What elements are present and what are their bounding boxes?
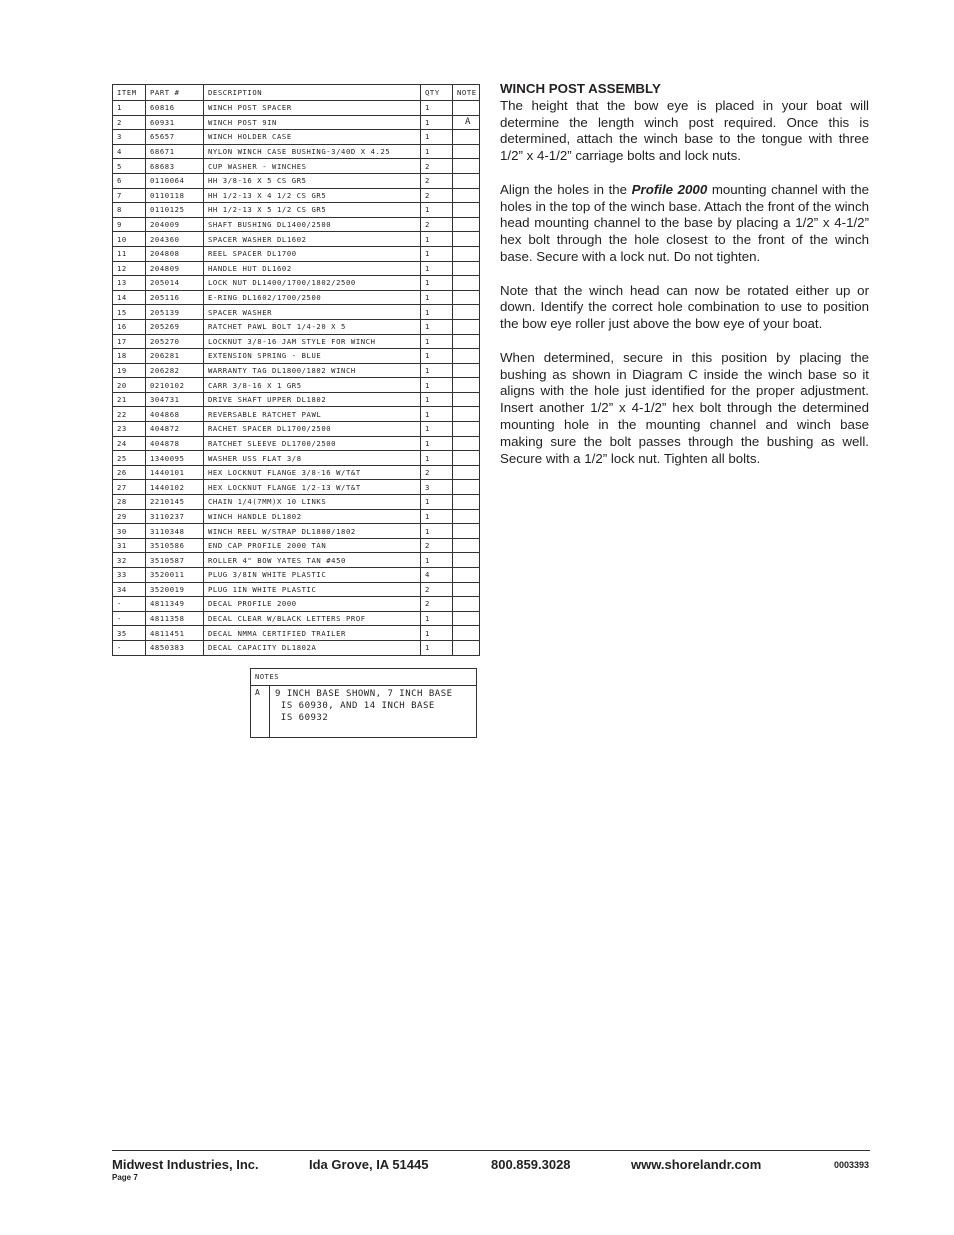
cell-part-number: 404868	[146, 407, 204, 422]
cell-item: 9	[113, 217, 146, 232]
cell-part-number: 0210102	[146, 378, 204, 393]
cell-description: CUP WASHER - WINCHES	[204, 159, 421, 174]
cell-part-number: 205139	[146, 305, 204, 320]
cell-item: 33	[113, 568, 146, 583]
cell-item: 11	[113, 246, 146, 261]
cell-description: WINCH POST 9IN	[204, 115, 421, 130]
table-row	[113, 101, 480, 116]
cell-note	[453, 422, 480, 437]
cell-item: -	[113, 611, 146, 626]
table-row	[113, 582, 480, 597]
table-row	[113, 392, 480, 407]
cell-item: 23	[113, 422, 146, 437]
cell-description: SPACER WASHER DL1602	[204, 232, 421, 247]
table-row	[113, 407, 480, 422]
notes-header: NOTES	[251, 669, 476, 686]
cell-description: E-RING DL1602/1700/2500	[204, 290, 421, 305]
cell-item: 35	[113, 626, 146, 641]
notes-body	[251, 686, 476, 737]
cell-qty: 2	[421, 465, 453, 480]
cell-qty: 1	[421, 407, 453, 422]
cell-item: 12	[113, 261, 146, 276]
cell-item: 34	[113, 582, 146, 597]
paragraph-2-start: Align the holes in the	[500, 181, 632, 197]
cell-part-number: 205270	[146, 334, 204, 349]
cell-note	[453, 495, 480, 510]
cell-note	[453, 436, 480, 451]
cell-part-number: 205116	[146, 290, 204, 305]
paragraph-2	[500, 182, 869, 266]
cell-description: DECAL CAPACITY DL1802A	[204, 640, 421, 655]
cell-note	[453, 130, 480, 145]
cell-part-number: 60816	[146, 101, 204, 116]
cell-description: REEL SPACER DL1700	[204, 246, 421, 261]
cell-item: 6	[113, 173, 146, 188]
cell-description: DECAL PROFILE 2000	[204, 597, 421, 612]
cell-item: 1	[113, 101, 146, 116]
cell-item: 20	[113, 378, 146, 393]
cell-part-number: 68671	[146, 144, 204, 159]
cell-item: 21	[113, 392, 146, 407]
cell-part-number: 404872	[146, 422, 204, 437]
cell-part-number: 60931	[146, 115, 204, 130]
cell-description: REVERSABLE RATCHET PAWL	[204, 407, 421, 422]
cell-item: 5	[113, 159, 146, 174]
cell-note	[453, 349, 480, 364]
cell-item: 13	[113, 276, 146, 291]
cell-description: EXTENSION SPRING - BLUE	[204, 349, 421, 364]
table-row	[113, 130, 480, 145]
cell-part-number: 3110237	[146, 509, 204, 524]
cell-part-number: 4811358	[146, 611, 204, 626]
parts-list-table	[112, 84, 480, 656]
cell-item: 10	[113, 232, 146, 247]
cell-item: 18	[113, 349, 146, 364]
cell-part-number: 1440102	[146, 480, 204, 495]
cell-description: DRIVE SHAFT UPPER DL1802	[204, 392, 421, 407]
cell-item: 15	[113, 305, 146, 320]
table-row	[113, 305, 480, 320]
cell-note	[453, 276, 480, 291]
page-number: Page 7	[112, 1173, 138, 1182]
cell-part-number: 3110348	[146, 524, 204, 539]
cell-part-number: 205014	[146, 276, 204, 291]
cell-note	[453, 173, 480, 188]
cell-qty: 1	[421, 130, 453, 145]
cell-qty: 1	[421, 509, 453, 524]
cell-description: SHAFT BUSHING DL1400/2500	[204, 217, 421, 232]
cell-description: DECAL NMMA CERTIFIED TRAILER	[204, 626, 421, 641]
cell-item: -	[113, 597, 146, 612]
table-row	[113, 640, 480, 655]
cell-note	[453, 246, 480, 261]
cell-item: 3	[113, 130, 146, 145]
cell-note	[453, 261, 480, 276]
cell-qty: 1	[421, 246, 453, 261]
cell-qty: 1	[421, 436, 453, 451]
cell-qty: 1	[421, 611, 453, 626]
cell-description: CHAIN 1/4(7MM)X 10 LINKS	[204, 495, 421, 510]
cell-qty: 1	[421, 422, 453, 437]
cell-item: 29	[113, 509, 146, 524]
cell-part-number: 206282	[146, 363, 204, 378]
cell-description: RATCHET SLEEVE DL1700/2500	[204, 436, 421, 451]
table-row	[113, 203, 480, 218]
header-qty: QTY	[421, 85, 453, 101]
paragraph-1: The height that the bow eye is placed in your boat will determine the length winch post required. Once this is determined, attach the winch base to the tongue with three 1/2” x 4-1/2” carriage bolts and lock nuts.	[500, 97, 869, 164]
cell-qty: 1	[421, 626, 453, 641]
cell-note	[453, 611, 480, 626]
table-row	[113, 509, 480, 524]
footer-company: Midwest Industries, Inc.	[112, 1157, 259, 1172]
table-row	[113, 173, 480, 188]
cell-part-number: 204009	[146, 217, 204, 232]
cell-part-number: 68683	[146, 159, 204, 174]
cell-note	[453, 407, 480, 422]
cell-note	[453, 290, 480, 305]
cell-item: 14	[113, 290, 146, 305]
table-row	[113, 611, 480, 626]
paragraph-3: Note that the winch head can now be rotated either up or down. Identify the correct hole combination to use to position the bow eye roller just above the bow eye of your boat.	[500, 282, 869, 332]
cell-qty: 1	[421, 115, 453, 130]
cell-note	[453, 480, 480, 495]
table-row	[113, 246, 480, 261]
cell-note	[453, 159, 480, 174]
cell-item: 7	[113, 188, 146, 203]
cell-description: WINCH REEL W/STRAP DL1800/1802	[204, 524, 421, 539]
cell-note	[453, 553, 480, 568]
section-heading: WINCH POST ASSEMBLY	[500, 81, 661, 96]
product-name: Profile 2000	[631, 181, 708, 197]
cell-description: CARR 3/8-16 X 1 GR5	[204, 378, 421, 393]
notes-box	[250, 668, 477, 738]
table-row	[113, 232, 480, 247]
cell-part-number: 204809	[146, 261, 204, 276]
cell-part-number: 4850383	[146, 640, 204, 655]
cell-qty: 1	[421, 290, 453, 305]
cell-description: WINCH HANDLE DL1802	[204, 509, 421, 524]
table-row	[113, 159, 480, 174]
footer-location: Ida Grove, IA 51445	[309, 1157, 429, 1172]
table-row	[113, 465, 480, 480]
cell-qty: 1	[421, 640, 453, 655]
cell-note	[453, 101, 480, 116]
cell-description: HEX LOCKNUT FLANGE 1/2-13 W/T&T	[204, 480, 421, 495]
cell-note	[453, 640, 480, 655]
header-item: ITEM	[113, 85, 146, 101]
note-text: 9 INCH BASE SHOWN, 7 INCH BASE IS 60930, AND 14 INCH BASE IS 60932	[275, 689, 453, 723]
cell-note	[453, 626, 480, 641]
cell-description: DECAL CLEAR W/BLACK LETTERS PROF	[204, 611, 421, 626]
cell-item: 4	[113, 144, 146, 159]
cell-qty: 1	[421, 261, 453, 276]
cell-part-number: 3520019	[146, 582, 204, 597]
cell-item: 17	[113, 334, 146, 349]
table-row	[113, 538, 480, 553]
cell-note	[453, 451, 480, 466]
cell-description: HANDLE HUT DL1602	[204, 261, 421, 276]
header-description: DESCRIPTION	[204, 85, 421, 101]
footer-phone: 800.859.3028	[491, 1157, 571, 1172]
cell-note	[453, 319, 480, 334]
cell-qty: 1	[421, 276, 453, 291]
cell-part-number: 204360	[146, 232, 204, 247]
cell-note	[453, 305, 480, 320]
table-row	[113, 451, 480, 466]
table-row	[113, 319, 480, 334]
cell-qty: 2	[421, 582, 453, 597]
table-row	[113, 480, 480, 495]
cell-note	[453, 363, 480, 378]
cell-part-number: 2210145	[146, 495, 204, 510]
cell-note	[453, 597, 480, 612]
cell-part-number: 1340095	[146, 451, 204, 466]
cell-description: WARRANTY TAG DL1800/1802 WINCH	[204, 363, 421, 378]
cell-part-number: 3510587	[146, 553, 204, 568]
cell-note	[453, 144, 480, 159]
cell-qty: 1	[421, 305, 453, 320]
parts-table-header	[113, 85, 480, 101]
cell-qty: 1	[421, 524, 453, 539]
table-row	[113, 553, 480, 568]
cell-part-number: 404878	[146, 436, 204, 451]
cell-part-number: 304731	[146, 392, 204, 407]
cell-note	[453, 203, 480, 218]
paragraph-2-end: mounting channel with the holes in the top of the winch base. Attach the front of the winch head mounting channel to the base by placing a 1/2” x 4-1/2” hex bolt through the hole closest to the front of the winch base. Secure with a lock nut. Do not tighten.	[500, 181, 870, 264]
cell-part-number: 0110118	[146, 188, 204, 203]
cell-note	[453, 568, 480, 583]
cell-description: END CAP PROFILE 2000 TAN	[204, 538, 421, 553]
cell-description: WINCH POST SPACER	[204, 101, 421, 116]
cell-item: 27	[113, 480, 146, 495]
footer-divider	[112, 1150, 870, 1151]
cell-note	[453, 582, 480, 597]
cell-description: HH 1/2-13 X 5 1/2 CS GR5	[204, 203, 421, 218]
cell-item: 2	[113, 115, 146, 130]
cell-description: LOCK NUT DL1400/1700/1802/2500	[204, 276, 421, 291]
cell-qty: 1	[421, 319, 453, 334]
cell-qty: 1	[421, 232, 453, 247]
paragraph-4: When determined, secure in this position by placing the bushing as shown in Diagram C inside the winch base so it aligns with the hole just identified for the proper adjustment. Insert another 1/2” x 4-1/2” hex bolt through the determined mounting hole in the mounting channel and winch base making sure the bolt passes through the bushing as well. Secure with a 1/2” lock nut. Tighten all bolts.	[500, 349, 869, 466]
parts-table-body	[113, 101, 480, 656]
cell-description: PLUG 1IN WHITE PLASTIC	[204, 582, 421, 597]
cell-description: HH 1/2-13 X 4 1/2 CS GR5	[204, 188, 421, 203]
cell-description: RACHET SPACER DL1700/2500	[204, 422, 421, 437]
cell-note	[453, 232, 480, 247]
cell-qty: 1	[421, 363, 453, 378]
footer-website: www.shorelandr.com	[631, 1157, 762, 1172]
cell-item: -	[113, 640, 146, 655]
table-row	[113, 626, 480, 641]
note-letter: A	[251, 686, 270, 737]
cell-qty: 1	[421, 349, 453, 364]
cell-description: RATCHET PAWL BOLT 1/4-20 X 5	[204, 319, 421, 334]
cell-qty: 1	[421, 451, 453, 466]
cell-note	[453, 465, 480, 480]
cell-description: ROLLER 4" BOW YATES TAN #450	[204, 553, 421, 568]
table-row	[113, 290, 480, 305]
cell-qty: 2	[421, 173, 453, 188]
cell-qty: 2	[421, 188, 453, 203]
cell-qty: 1	[421, 553, 453, 568]
cell-note	[453, 334, 480, 349]
cell-qty: 1	[421, 495, 453, 510]
cell-item: 16	[113, 319, 146, 334]
table-row	[113, 115, 480, 130]
cell-note	[453, 217, 480, 232]
cell-qty: 1	[421, 203, 453, 218]
document-number: 0003393	[834, 1160, 870, 1170]
cell-qty: 1	[421, 392, 453, 407]
cell-qty: 2	[421, 217, 453, 232]
cell-note	[453, 509, 480, 524]
table-row	[113, 568, 480, 583]
cell-part-number: 4811349	[146, 597, 204, 612]
table-row	[113, 363, 480, 378]
table-row	[113, 334, 480, 349]
table-row	[113, 422, 480, 437]
cell-qty: 2	[421, 538, 453, 553]
cell-part-number: 204808	[146, 246, 204, 261]
table-row	[113, 217, 480, 232]
table-row	[113, 495, 480, 510]
cell-description: WASHER USS FLAT 3/8	[204, 451, 421, 466]
cell-qty: 2	[421, 597, 453, 612]
cell-item: 22	[113, 407, 146, 422]
cell-part-number: 3520011	[146, 568, 204, 583]
cell-note: A	[453, 115, 480, 130]
cell-item: 31	[113, 538, 146, 553]
table-row	[113, 144, 480, 159]
cell-part-number: 3510586	[146, 538, 204, 553]
table-row	[113, 378, 480, 393]
cell-part-number: 1440101	[146, 465, 204, 480]
cell-qty: 1	[421, 101, 453, 116]
cell-qty: 1	[421, 144, 453, 159]
cell-description: LOCKNUT 3/8-16 JAM STYLE FOR WINCH	[204, 334, 421, 349]
table-row	[113, 597, 480, 612]
table-row	[113, 188, 480, 203]
cell-item: 24	[113, 436, 146, 451]
cell-part-number: 206281	[146, 349, 204, 364]
cell-part-number: 205269	[146, 319, 204, 334]
table-row	[113, 349, 480, 364]
cell-qty: 4	[421, 568, 453, 583]
cell-part-number: 0110064	[146, 173, 204, 188]
table-row	[113, 524, 480, 539]
cell-item: 19	[113, 363, 146, 378]
cell-note	[453, 378, 480, 393]
cell-item: 30	[113, 524, 146, 539]
cell-item: 32	[113, 553, 146, 568]
table-row	[113, 261, 480, 276]
table-row	[113, 276, 480, 291]
cell-description: SPACER WASHER	[204, 305, 421, 320]
assembly-instructions	[500, 81, 869, 484]
cell-part-number: 4811451	[146, 626, 204, 641]
cell-description: HEX LOCKNUT FLANGE 3/8-16 W/T&T	[204, 465, 421, 480]
cell-qty: 1	[421, 334, 453, 349]
header-note: NOTE	[453, 85, 480, 101]
cell-item: 28	[113, 495, 146, 510]
cell-note	[453, 392, 480, 407]
cell-item: 25	[113, 451, 146, 466]
cell-part-number: 0110125	[146, 203, 204, 218]
cell-note	[453, 538, 480, 553]
cell-qty: 3	[421, 480, 453, 495]
cell-qty: 2	[421, 159, 453, 174]
table-row	[113, 436, 480, 451]
cell-description: NYLON WINCH CASE BUSHING-3/40D X 4.25	[204, 144, 421, 159]
header-part-number: PART #	[146, 85, 204, 101]
cell-description: HH 3/8-16 X 5 CS GR5	[204, 173, 421, 188]
cell-item: 26	[113, 465, 146, 480]
cell-description: WINCH HOLDER CASE	[204, 130, 421, 145]
cell-note	[453, 524, 480, 539]
cell-qty: 1	[421, 378, 453, 393]
cell-part-number: 65657	[146, 130, 204, 145]
cell-description: PLUG 3/8IN WHITE PLASTIC	[204, 568, 421, 583]
cell-note	[453, 188, 480, 203]
cell-item: 8	[113, 203, 146, 218]
